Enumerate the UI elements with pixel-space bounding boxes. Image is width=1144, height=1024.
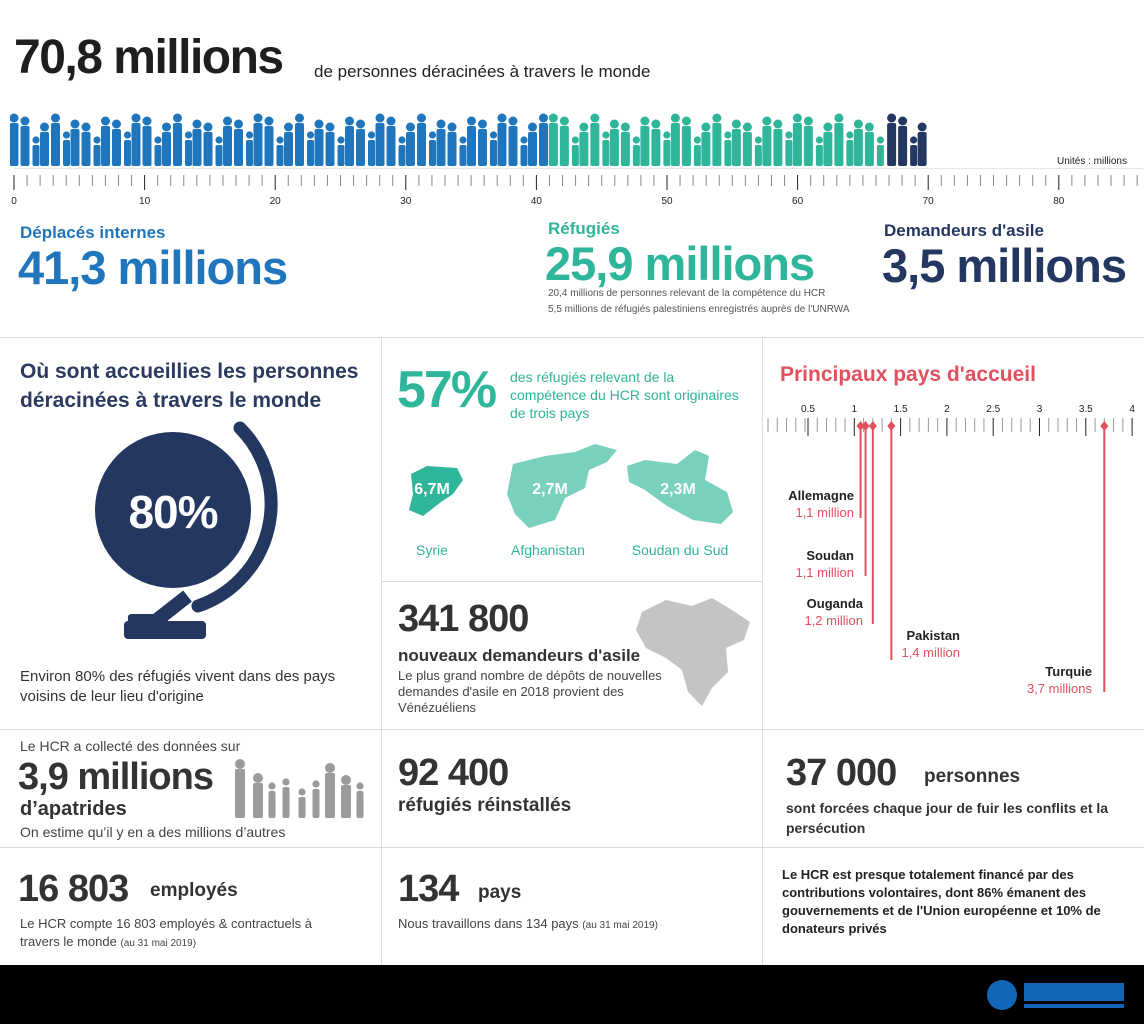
stateless-number: 3,9 millions: [18, 756, 213, 798]
flee-text: sont forcées chaque jour de fuir les conflits et la persécution: [786, 800, 1109, 836]
host-marker-1: [862, 421, 870, 431]
flee-number: 37 000: [786, 752, 897, 794]
asylum-new-text: Le plus grand nombre de dépôts de nouvelles demandes d'asile en 2018 provient des Vénézuéliens: [398, 668, 662, 715]
resettled-label: réfugiés réinstallés: [398, 795, 572, 816]
staff-number: 16 803: [18, 868, 129, 910]
afghanistan-name: Afghanistan: [511, 542, 585, 558]
host-countries-chart: [762, 390, 1144, 710]
host-tick-label: 2: [944, 404, 950, 415]
scale-tick-label: 10: [139, 196, 151, 207]
scale-tick-label: 80: [1053, 196, 1065, 207]
stateless-label: d’apatrides: [20, 798, 127, 820]
syria-name: Syrie: [416, 542, 448, 558]
flee-unit: personnes: [924, 766, 1021, 787]
footer-bar: [0, 965, 1144, 1024]
staff-date: (au 31 mai 2019): [120, 938, 197, 949]
staff-text: [20, 915, 350, 953]
stateless-intro: Le HCR a collecté des données sur: [20, 738, 241, 754]
asylum-new-label: nouveaux demandeurs d'asile: [398, 646, 641, 665]
host-country-name: Pakistan: [906, 628, 960, 643]
refugee-value: 25,9 millions: [545, 237, 815, 290]
host-country-value: 1,2 million: [804, 613, 863, 628]
scale-axis: [0, 168, 1144, 208]
afghanistan-value: 2,7M: [532, 481, 568, 498]
host-country-name: Ouganda: [806, 596, 863, 611]
host-tick-label: 1: [851, 404, 858, 415]
divider: [381, 337, 382, 965]
staff-text-main: Le HCR compte 16 803 employés & contractuels à travers le monde: [20, 916, 312, 949]
staff-unit: employés: [150, 880, 238, 901]
unhcr-wordmark: [1024, 983, 1124, 1001]
hosted-percent: 80%: [128, 486, 218, 538]
scale-tick-label: 30: [400, 196, 412, 207]
idp-value: 41,3 millions: [18, 241, 288, 294]
hosted-text: Environ 80% des réfugiés vivent dans des pays voisins de leur lieu d'origine: [20, 668, 336, 705]
divider: [0, 729, 1144, 730]
divider: [381, 581, 762, 582]
host-country-value: 1,1 million: [795, 565, 854, 580]
stateless-note: On estime qu’il y en a des millions d’autres: [20, 824, 286, 840]
countries-text: [398, 916, 658, 931]
people-segment-2: [887, 114, 927, 167]
host-tick-label: 0.5: [801, 404, 815, 415]
host-country-value: 1,1 million: [795, 505, 854, 520]
unhcr-emblem-icon: [987, 980, 1017, 1010]
asylum-value: 3,5 millions: [882, 239, 1126, 292]
south-sudan-value: 2,3M: [660, 481, 696, 498]
scale-tick-label: 70: [922, 196, 934, 207]
divider: [0, 337, 1144, 338]
funding-text: Le HCR est presque totalement financé par des contributions volontaires, dont 86% émanent des gouvernements et de l'Union européenne et 10% de donateurs privés: [782, 867, 1101, 936]
people-segment-1: [549, 114, 884, 167]
host-tick-label: 3.5: [1078, 404, 1093, 415]
host-country-name: Allemagne: [788, 488, 854, 503]
host-country-name: Soudan: [806, 548, 854, 563]
host-country-value: 3,7 millions: [1026, 681, 1092, 696]
scale-tick-label: 0: [11, 196, 17, 207]
refugee-note-2: 5,5 millions de réfugiés palestiniens enregistrés auprès de l'UNRWA: [548, 304, 850, 315]
people-silhouettes: [10, 108, 950, 170]
scale-tick-label: 50: [661, 196, 673, 207]
idp-label: Déplacés internes: [20, 223, 166, 242]
host-marker-4: [1100, 421, 1108, 431]
refugee-label: Réfugiés: [548, 219, 620, 238]
asylum-label: Demandeurs d'asile: [884, 221, 1044, 240]
countries-text-main: Nous travaillons dans 134 pays: [398, 916, 579, 931]
host-tick-label: 1.5: [893, 404, 908, 415]
countries-date: (au 31 mai 2019): [582, 920, 658, 931]
headline-subtitle: de personnes déracinées à travers le monde: [314, 62, 651, 81]
refugee-note-1: 20,4 millions de personnes relevant de la compétence du HCR: [548, 288, 826, 299]
host-tick-label: 4: [1129, 404, 1135, 415]
unhcr-tagline: [1024, 1004, 1124, 1008]
units-label: Unités : millions: [1056, 156, 1127, 167]
people-segment-0: [10, 114, 548, 167]
countries-unit: pays: [478, 882, 522, 903]
resettled-number: 92 400: [398, 752, 509, 794]
unhcr-logo: [984, 975, 1132, 1015]
host-country-name: Turquie: [1045, 664, 1092, 679]
origin-text: des réfugiés relevant de la compétence du HCR sont originaires de trois pays: [510, 369, 739, 421]
scale-tick-label: 60: [792, 196, 804, 207]
hosted-title: Où sont accueillies les personnes déracinées à travers le monde: [20, 360, 359, 412]
host-tick-label: 3: [1036, 404, 1043, 415]
family-silhouettes: [232, 756, 372, 820]
host-title: Principaux pays d'accueil: [780, 363, 1036, 386]
host-country-value: 1,4 million: [901, 645, 960, 660]
headline-total: 70,8 millions: [14, 31, 283, 84]
host-tick-label: 2.5: [986, 404, 1001, 415]
scale-tick-label: 20: [269, 196, 281, 207]
host-marker-3: [887, 421, 895, 431]
countries-number: 134: [398, 868, 459, 910]
scale-tick-label: 40: [530, 196, 542, 207]
divider: [0, 847, 1144, 848]
origin-percent: 57%: [397, 361, 496, 419]
asylum-new-number: 341 800: [398, 598, 529, 640]
south-sudan-name: Soudan du Sud: [631, 542, 729, 558]
host-marker-2: [869, 421, 877, 431]
syria-value: 6,7M: [414, 481, 450, 498]
family-group: [235, 759, 364, 818]
